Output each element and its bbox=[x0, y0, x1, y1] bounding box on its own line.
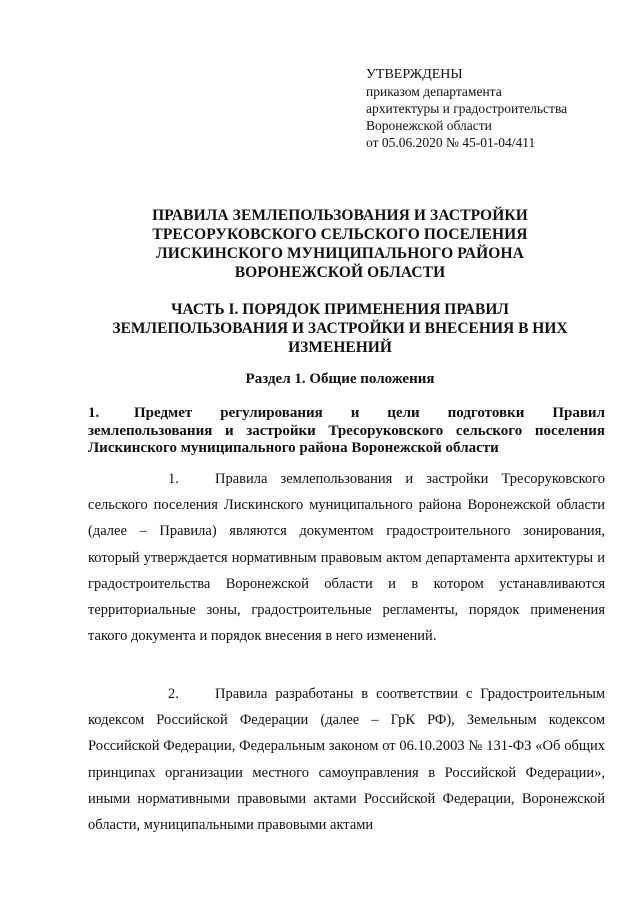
paragraph-1-number: 1. bbox=[168, 471, 179, 487]
paragraph-2 bbox=[88, 681, 605, 838]
part-line-3: ИЗМЕНЕНИЙ bbox=[288, 339, 392, 356]
approval-label: УТВЕРЖДЕНЫ bbox=[366, 67, 463, 82]
document-title bbox=[100, 206, 580, 282]
approval-date-line: от 05.06.2020 № 45-01-04/411 bbox=[366, 135, 536, 150]
item-heading-text: Предмет регулирования и цели подготовки Правил землепользования и застройки Тресоруковского сельского поселения Лискинского муниципального района Воронежской области bbox=[88, 405, 605, 456]
item-number: 1. bbox=[88, 405, 100, 421]
approval-department-line: архитектуры и градостроительства bbox=[366, 101, 568, 116]
section-heading: Раздел 1. Общие положения bbox=[245, 371, 435, 387]
approval-stamp bbox=[366, 66, 606, 151]
item-heading bbox=[88, 405, 605, 458]
paragraph-2-number: 2. bbox=[168, 686, 179, 702]
title-line-4: ВОРОНЕЖСКОЙ ОБЛАСТИ bbox=[234, 264, 446, 281]
part-heading bbox=[100, 300, 580, 357]
title-line-3: ЛИСКИНСКОГО МУНИЦИПАЛЬНОГО РАЙОНА bbox=[156, 245, 524, 262]
paragraph-1 bbox=[88, 466, 605, 649]
title-line-2: ТРЕСОРУКОВСКОГО СЕЛЬСКОГО ПОСЕЛЕНИЯ bbox=[152, 226, 528, 243]
part-line-2: ЗЕМЛЕПОЛЬЗОВАНИЯ И ЗАСТРОЙКИ И ВНЕСЕНИЯ В НИХ bbox=[112, 320, 568, 337]
paragraph-1-text: Правила землепользования и застройки Тресоруковского сельского поселения Лискинского муниципального района Воронежской области (далее – Правила) являются документом градостроительного зонирования, который утверждается нормативным правовым актом департамента архитектуры и градостроительства Воронежской области и в котором устанавливаются территориальные зоны, градостроительные регламенты, порядок применения такого документа и порядок внесения в него изменений. bbox=[88, 471, 605, 645]
part-line-1: ЧАСТЬ I. ПОРЯДОК ПРИМЕНЕНИЯ ПРАВИЛ bbox=[171, 301, 509, 318]
paragraph-2-text: Правила разработаны в соответствии с Градостроительным кодексом Российской Федерации (далее – ГрК РФ), Земельным кодексом Российской Федерации, Федеральным законом от 06.10.2003 № 131-ФЗ «Об общих принципах организации местного самоуправления в Российской Федерации», иными нормативными правовыми актами Российской Федерации, Воронежской области, муниципальными правовыми актами bbox=[88, 686, 605, 834]
approval-region-line: Воронежской области bbox=[366, 118, 492, 133]
approval-order-line: приказом департамента bbox=[366, 84, 502, 99]
title-line-1: ПРАВИЛА ЗЕМЛЕПОЛЬЗОВАНИЯ И ЗАСТРОЙКИ bbox=[152, 207, 528, 224]
